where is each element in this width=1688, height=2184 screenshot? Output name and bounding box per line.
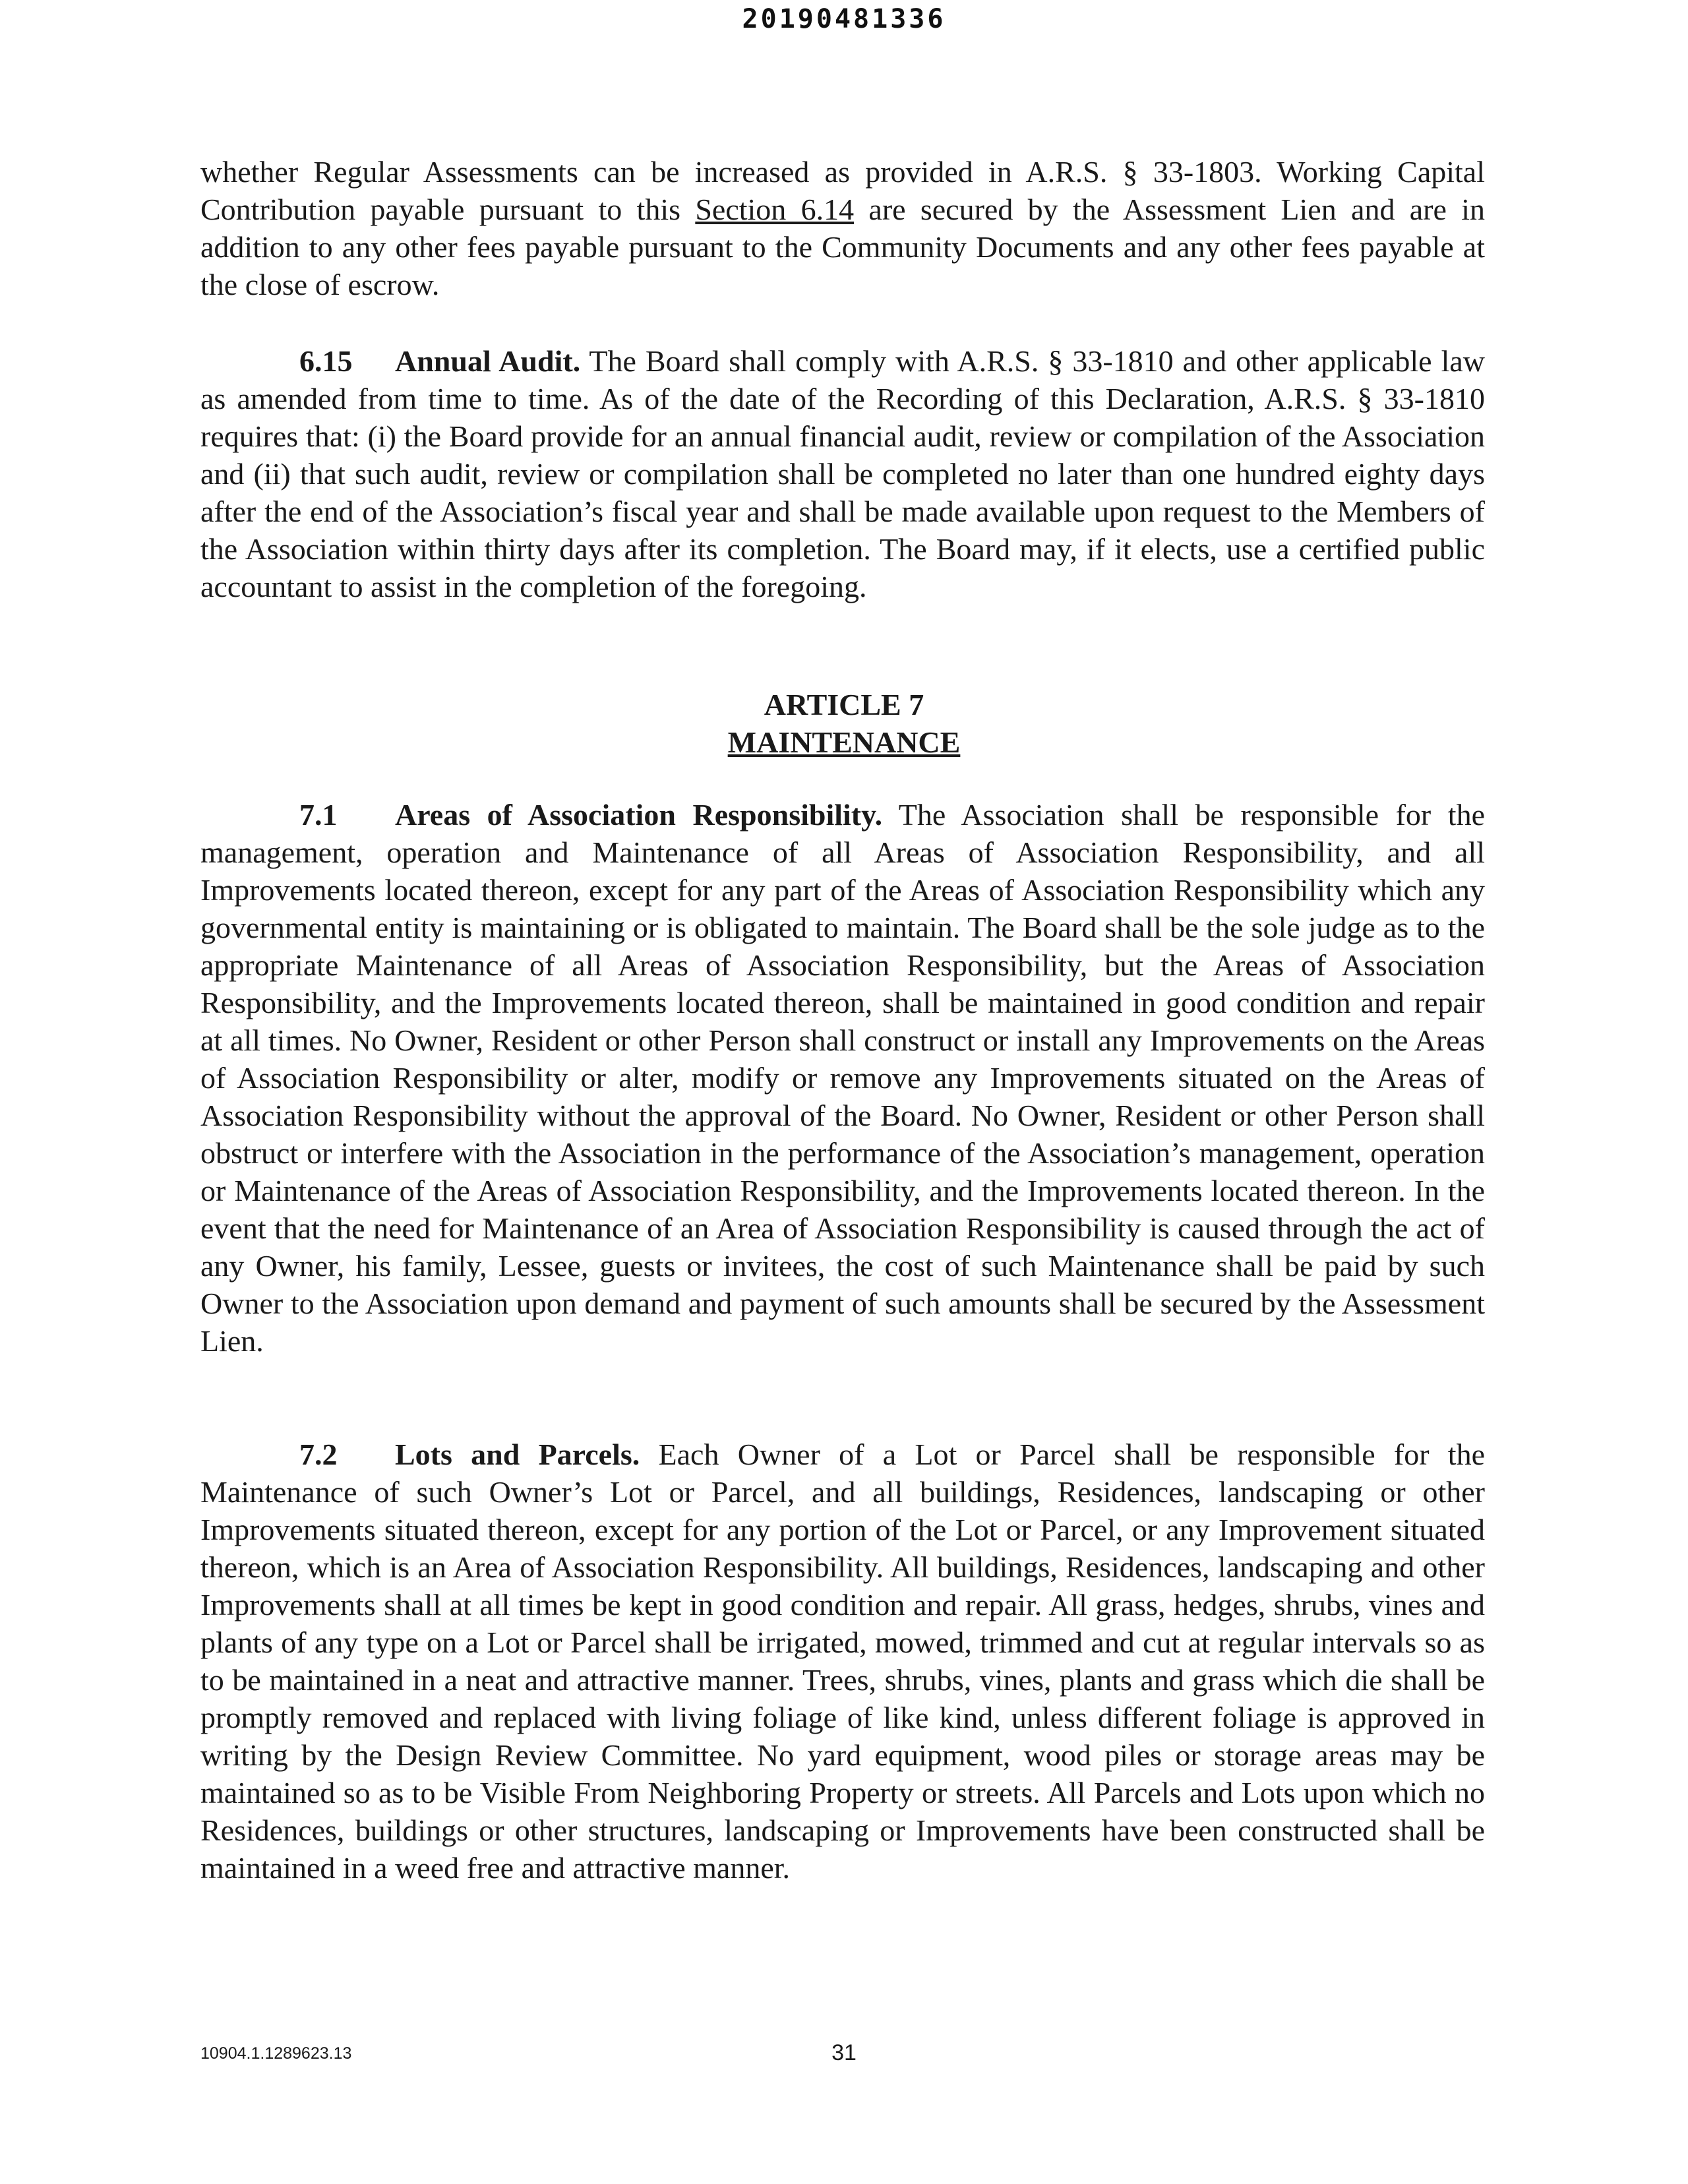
recording-number: 20190481336 <box>742 4 946 34</box>
section-7-2 <box>200 1436 1485 1887</box>
section-number: 7.1 <box>299 798 338 832</box>
section-body: Each Owner of a Lot or Parcel shall be responsible for the Maintenance of such Owner’s Lot or Parcel, and all buildings, Residences, landscaping or other Improvements situated thereon, except for any portion of the Lot or Parcel, or any Improvement situated thereon, which is an Area of Association Responsibility. All buildings, Residences, landscaping and other Improvements shall at all times be kept in good condition and repair. All grass, hedges, shrubs, vines and plants of any type on a Lot or Parcel shall be irrigated, mowed, trimmed and cut at regular intervals so as to be maintained in a neat and attractive manner. Trees, shrubs, vines, plants and grass which die shall be promptly removed and replaced with living foliage of like kind, unless different foliage is approved in writing by the Design Review Committee. No yard equipment, wood piles or storage areas may be maintained so as to be Visible From Neighboring Property or streets. All Parcels and Lots upon which no Residences, buildings or other structures, landscaping or Improvements have been constructed shall be maintained in a weed free and attractive manner. <box>200 1438 1485 1885</box>
section-title: Areas of Association Responsibility. <box>395 798 883 832</box>
section-number: 7.2 <box>299 1438 338 1471</box>
section-number: 6.15 <box>299 344 353 378</box>
article-heading <box>0 686 1688 761</box>
section-title: Lots and Parcels. <box>395 1438 640 1471</box>
continuation-text-start: whether Regular Assessments can be increased as provided in A.R.S. § 33-1803. Working Capital Contribution payable pursuant to this <box>200 155 1485 226</box>
section-reference-link: Section 6.14 <box>695 193 855 226</box>
article-title: MAINTENANCE <box>727 725 961 759</box>
section-7-1 <box>200 796 1485 1360</box>
section-body: The Board shall comply with A.R.S. § 33-1810 and other applicable law as amended from time to time. As of the date of the Recording of this Declaration, A.R.S. § 33-1810 requires that: (i) the Board provide for an annual financial audit, review or compilation of the Association and (ii) that such audit, review or compilation shall be completed no later than one hundred eighty days after the end of the Association’s fiscal year and shall be made available upon request to the Members of the Association within thirty days after its completion. The Board may, if it elects, use a certified public accountant to assist in the completion of the foregoing. <box>200 344 1485 603</box>
article-label: ARTICLE 7 <box>764 688 924 721</box>
section-title: Annual Audit. <box>395 344 581 378</box>
document-id: 10904.1.1289623.13 <box>200 2044 352 2063</box>
section-6-15 <box>200 342 1485 605</box>
continuation-text-end: are secured by the Assessment Lien and are in addition to any other fees payable pursuant to the Community Documents and any other fees payable at the close of escrow. <box>200 193 1485 301</box>
page-number: 31 <box>831 2040 857 2065</box>
section-body: The Association shall be responsible for the management, operation and Maintenance of all Areas of Association Responsibility, and all Improvements located thereon, except for any part of the Areas of Association Responsibility which any governmental entity is maintaining or is obligated to maintain. The Board shall be the sole judge as to the appropriate Maintenance of all Areas of Association Responsibility, but the Areas of Association Responsibility, and the Improvements located thereon, shall be maintained in good condition and repair at all times. No Owner, Resident or other Person shall construct or install any Improvements on the Areas of Association Responsibility or alter, modify or remove any Improvements situated on the Areas of Association Responsibility without the approval of the Board. No Owner, Resident or other Person shall obstruct or interfere with the Association in the performance of the Association’s management, operation or Maintenance of the Areas of Association Responsibility, and the Improvements located thereon. In the event that the need for Maintenance of an Area of Association Responsibility is caused through the act of any Owner, his family, Lessee, guests or invitees, the cost of such Maintenance shall be paid by such Owner to the Association upon demand and payment of such amounts shall be secured by the Assessment Lien. <box>200 798 1485 1358</box>
continuation-paragraph <box>200 153 1485 303</box>
